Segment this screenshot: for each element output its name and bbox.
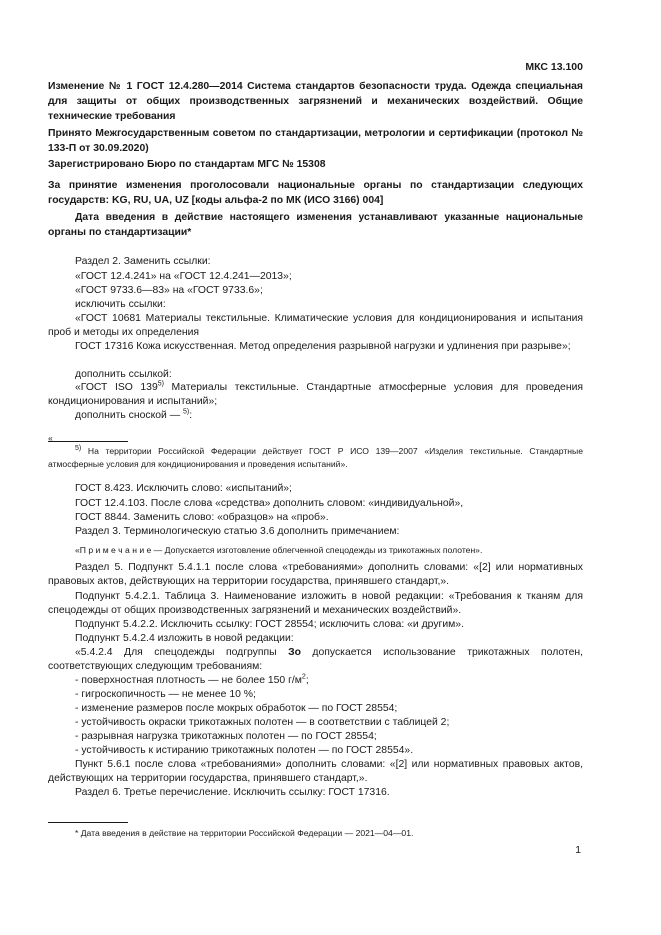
body-line: ГОСТ 12.4.103. После слова «средства» дополнить словом: «индивидуальной», xyxy=(75,498,464,509)
text-run: : xyxy=(189,410,193,421)
body-paragraph: Пункт 5.6.1 после слова «требованиями» дополнить словами: «[2] или нормативных правовых актов, действующих на территории государства, принявшего стандарт,». xyxy=(48,759,583,785)
body-line: ГОСТ 8.423. Исключить слово: «испытаний»; xyxy=(75,483,292,494)
list-item: - разрывная нагрузка трикотажных полотен — по ГОСТ 28554; xyxy=(75,731,377,742)
list-item: - устойчивость к истиранию трикотажных полотен — по ГОСТ 28554». xyxy=(75,745,414,756)
list-item: - изменение размеров после мокрых обработок — по ГОСТ 28554; xyxy=(75,703,398,714)
text-run: «5.4.2.4 Для спецодежды подгруппы xyxy=(75,647,289,658)
registration-statement: Зарегистрировано Бюро по стандартам МГС № 15308 xyxy=(48,159,326,170)
adopted-statement: Принято Межгосударственным советом по стандартизации, метрологии и сертификации (протокол № 133-П от 30.09.2020) xyxy=(48,128,583,155)
voting-statement: За принятие изменения проголосовали национальные органы по стандартизации следующих государств: KG, RU, UA, UZ [коды альфа-2 по МК (ИСО 3166) 004] xyxy=(48,180,583,207)
subgroup-code: Зо xyxy=(288,647,301,658)
amendment-title: Изменение № 1 ГОСТ 12.4.280—2014 Система стандартов безопасности труда. Одежда специальная для защиты от общих производственных загрязнений и механических воздействий. Общие технические требования xyxy=(48,81,583,123)
footnote-rule xyxy=(48,441,128,442)
body-paragraph xyxy=(48,646,583,674)
classification-code: МКС 13.100 xyxy=(525,61,583,73)
text-run: На территории Российской Федерации действует ГОСТ Р ИСО 139—2007 «Изделия текстильные. Стандартные атмосферные условия для кондиционирования и проведения испытаний». xyxy=(48,446,583,469)
superscript: 2 xyxy=(301,673,306,681)
list-item: - устойчивость окраски трикотажных полотен — в соответствии с таблицей 2; xyxy=(75,717,450,728)
body-line: «ГОСТ 12.4.241» на «ГОСТ 12.4.241—2013»; xyxy=(75,271,292,282)
page-number: 1 xyxy=(575,845,581,856)
body-paragraph: ГОСТ 17316 Кожа искусственная. Метод определения разрывной нагрузки и удлинения при разрыве»; xyxy=(75,341,571,352)
text-run: «ГОСТ ISO 139 xyxy=(75,382,158,393)
footnote-rule xyxy=(48,822,128,823)
body-paragraph: Подпункт 5.4.2.1. Таблица 3. Наименование изложить в новой редакции: «Требования к тканям для спецодежды от общих производственных загрязнений и механических воздействий». xyxy=(48,591,583,617)
body-line: «ГОСТ 9733.6—83» на «ГОСТ 9733.6»; xyxy=(75,285,263,296)
body-paragraph xyxy=(48,381,583,409)
text-run: - поверхностная плотность — не более 150 г/м xyxy=(75,675,302,686)
list-item xyxy=(75,674,309,688)
text-run: допускается использование трикотажных полотен, соответствующих следующим требованиям: xyxy=(48,647,583,673)
body-line: исключить ссылки: xyxy=(75,299,166,310)
body-line: Раздел 2. Заменить ссылки: xyxy=(75,256,211,267)
text-run: дополнить сноской — xyxy=(75,410,184,421)
footnote-mark: 5) xyxy=(157,380,164,388)
body-line: Раздел 3. Терминологическую статью 3.6 дополнить примечанием: xyxy=(75,526,400,537)
body-line xyxy=(75,409,192,423)
body-line: Подпункт 5.4.2.4 изложить в новой редакции: xyxy=(75,633,294,644)
footnote-text xyxy=(48,445,583,470)
note-text: «П р и м е ч а н и е — Допускается изготовление облегченной спецодежды из трикотажных полотен». xyxy=(75,545,483,555)
body-paragraph: «ГОСТ 10681 Материалы текстильные. Климатические условия для кондиционирования и испытания проб и методы их определения xyxy=(48,313,583,339)
text-run: Материалы текстильные. Стандартные атмосферные условия для проведения кондиционирования и испытаний»; xyxy=(48,382,583,408)
footnote-text: * Дата введения в действие на территории Российской Федерации — 2021—04—01. xyxy=(75,828,414,838)
effective-date-statement: Дата введения в действие настоящего изменения устанавливают указанные национальные органы по стандартизации* xyxy=(48,212,583,239)
body-paragraph: Раздел 5. Подпункт 5.4.1.1 после слова «требованиями» дополнить словами: «[2] или нормативных правовых актов, действующих на территории государства, принявшего стандарт,». xyxy=(48,562,583,588)
footnote-mark: 5) xyxy=(75,445,82,453)
footnote-open-quote: « xyxy=(48,433,53,443)
text-run: ; xyxy=(305,675,309,686)
body-line: ГОСТ 8844. Заменить слово: «образцов» на «проб». xyxy=(75,512,329,523)
body-line: Раздел 6. Третье перечисление. Исключить ссылку: ГОСТ 17316. xyxy=(75,787,390,798)
list-item: - гигроскопичность — не менее 10 %; xyxy=(75,689,256,700)
body-line: дополнить ссылкой: xyxy=(75,369,172,380)
footnote-mark: 5) xyxy=(183,408,190,416)
body-line: Подпункт 5.4.2.2. Исключить ссылку: ГОСТ 28554; исключить слова: «и другим». xyxy=(75,619,464,630)
